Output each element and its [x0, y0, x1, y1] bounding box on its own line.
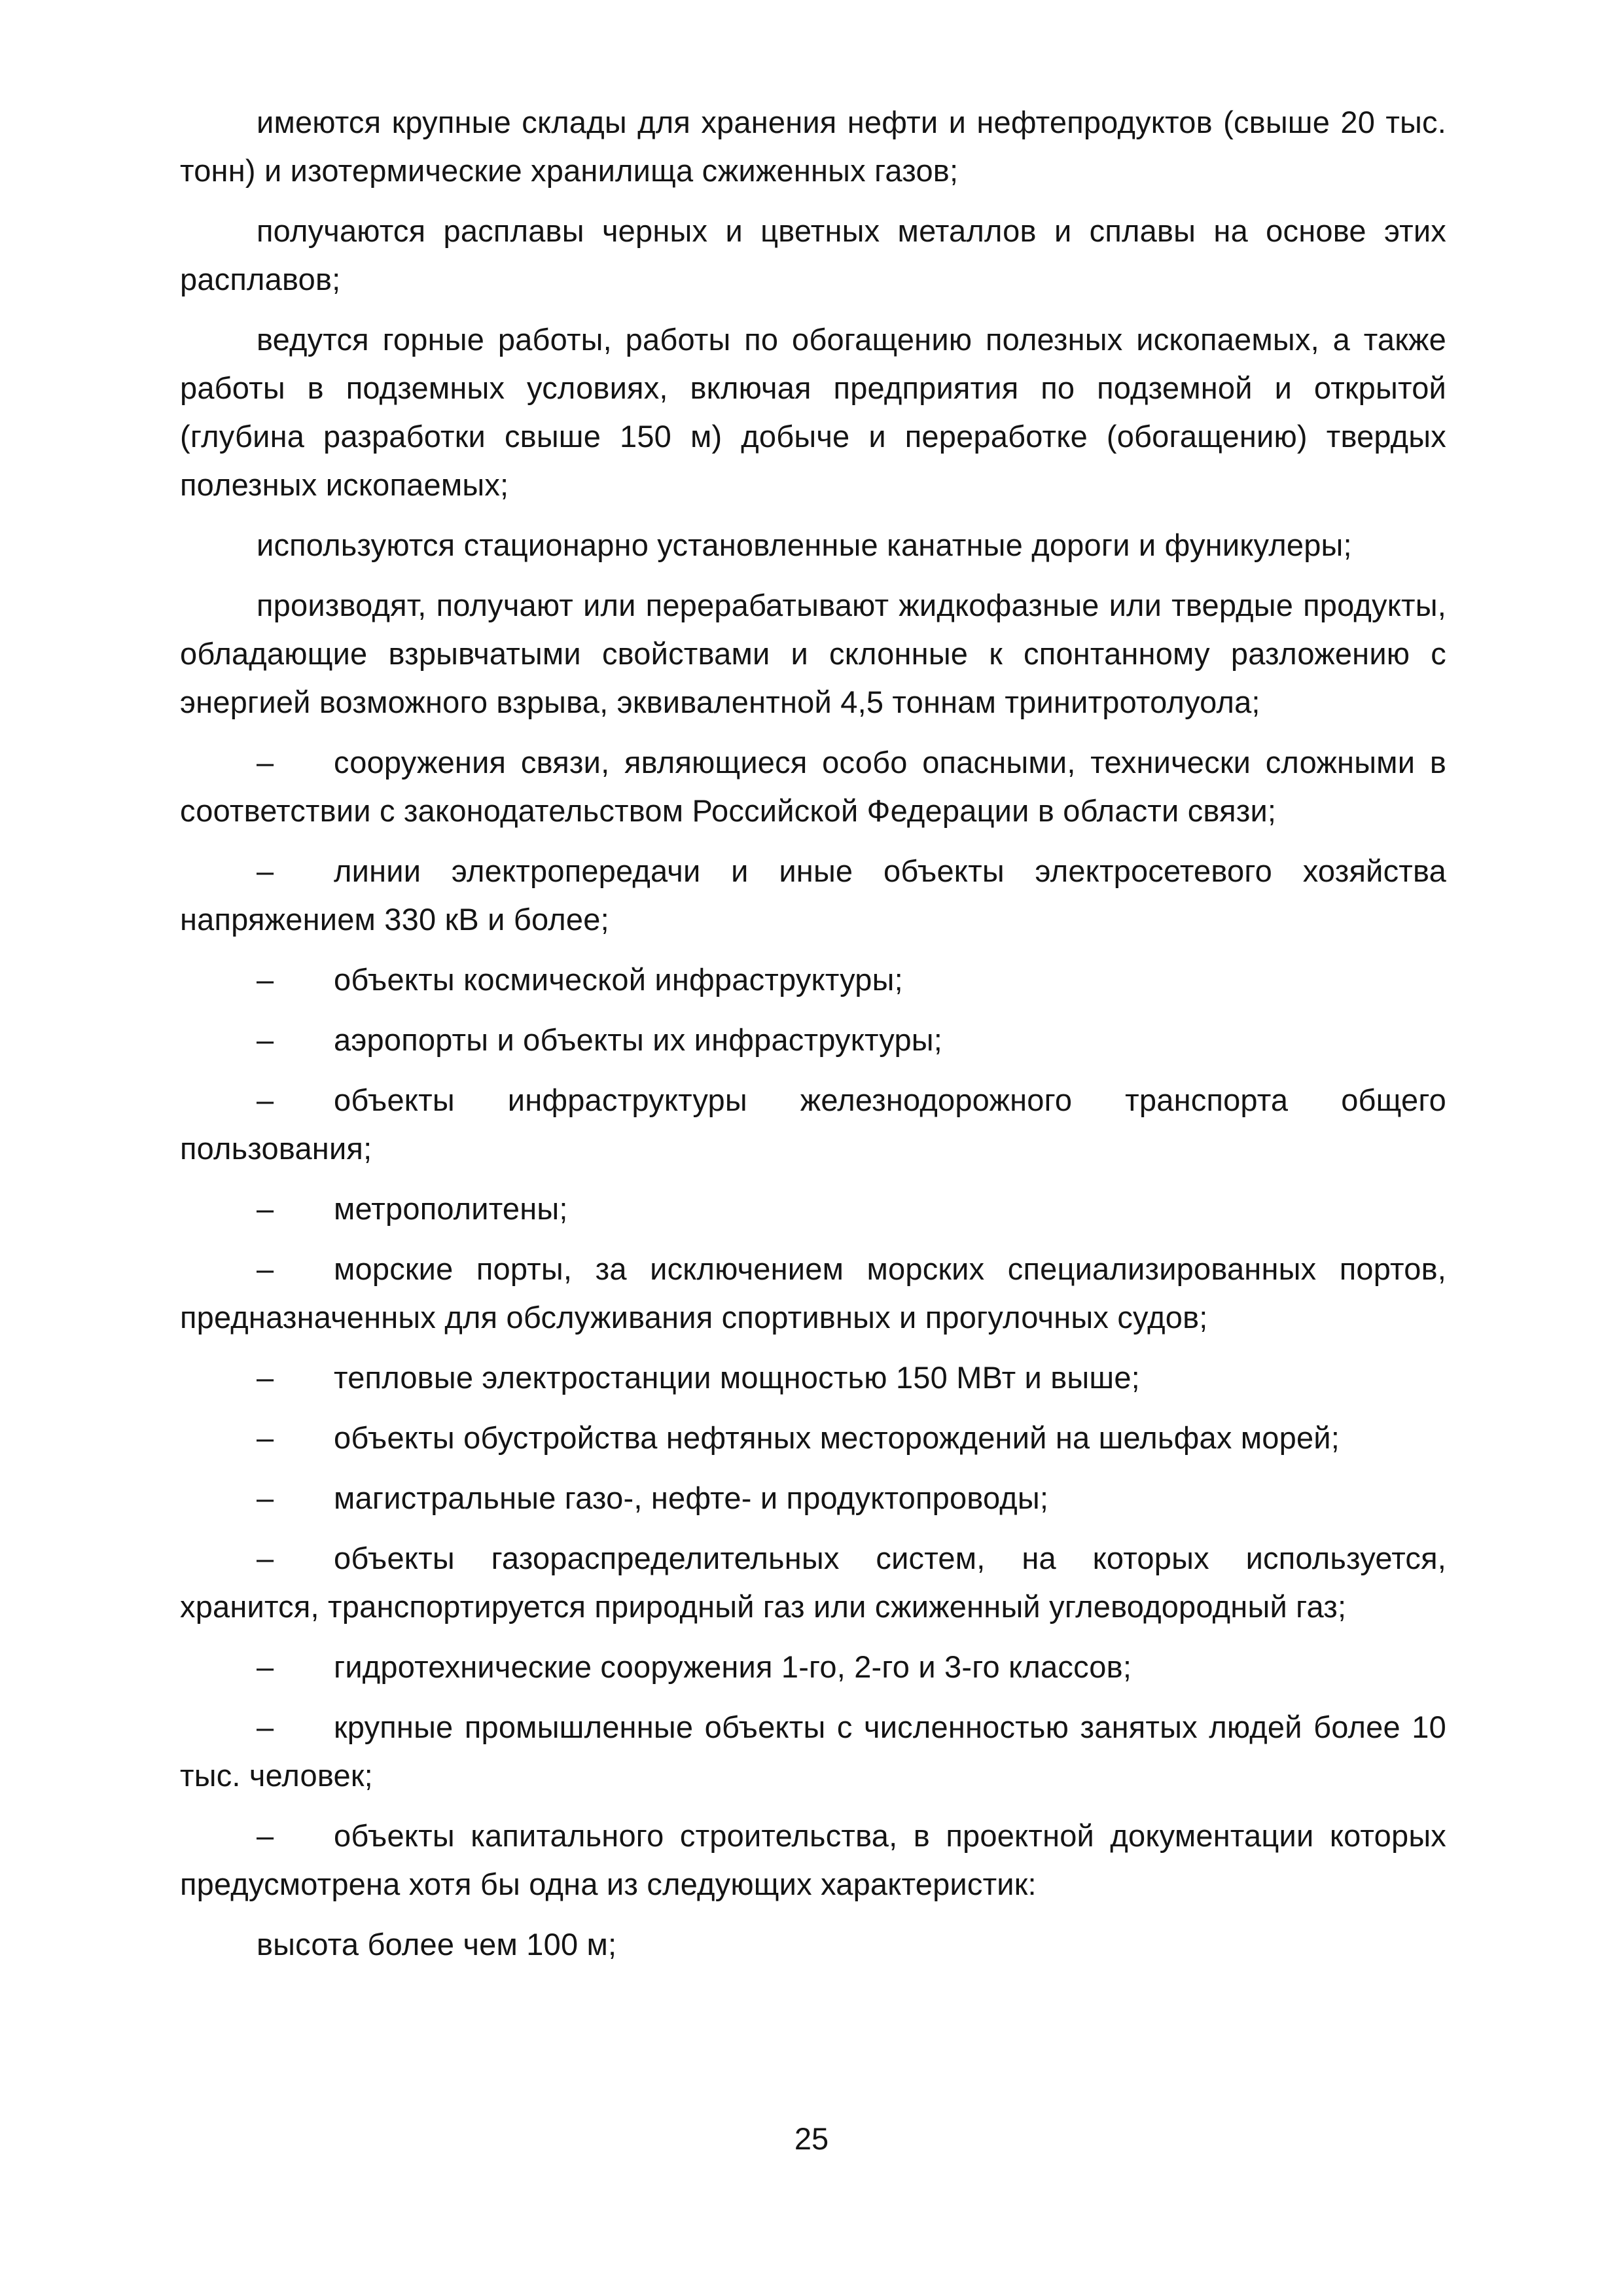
list-item-text: объекты капитального строительства, в проектной документации которых предусмотрена хотя бы одна из следующих характеристик:: [180, 1818, 1446, 1901]
list-item: [180, 1703, 1446, 1800]
bullet-dash: –: [257, 1541, 274, 1575]
list-item: [180, 1354, 1446, 1402]
bullet-dash: –: [257, 1360, 274, 1395]
bullet-dash: –: [257, 1649, 274, 1684]
list-item: [180, 738, 1446, 835]
list-item: [180, 1076, 1446, 1173]
list-item-text: сооружения связи, являющиеся особо опасными, технически сложными в соответствии с законодательством Российской Федерации в области связи;: [180, 745, 1446, 828]
list-item: [180, 1185, 1446, 1233]
page-number: 25: [794, 2121, 829, 2156]
bullet-dash: –: [257, 1480, 274, 1515]
bullet-dash: –: [257, 1710, 274, 1744]
list-item-text: аэропорты и объекты их инфраструктуры;: [334, 1022, 943, 1057]
paragraph: высота более чем 100 м;: [257, 1927, 617, 1962]
list-item: [180, 1016, 1446, 1064]
paragraph: имеются крупные склады для хранения нефти и нефтепродуктов (свыше 20 тыс. тонн) и изотермические хранилища сжиженных газов;: [180, 105, 1446, 188]
list-item-text: объекты инфраструктуры железнодорожного транспорта общего пользования;: [180, 1083, 1446, 1166]
paragraph: используются стационарно установленные канатные дороги и фуникулеры;: [257, 528, 1352, 562]
list-item-text: метрополитены;: [334, 1191, 568, 1226]
document-page: [180, 98, 1446, 1981]
list-item: [180, 956, 1446, 1004]
paragraph: получаются расплавы черных и цветных металлов и сплавы на основе этих расплавов;: [180, 213, 1446, 296]
list-item-text: крупные промышленные объекты с численностью занятых людей более 10 тыс. человек;: [180, 1710, 1446, 1793]
bullet-dash: –: [257, 745, 274, 780]
list-item: [180, 1245, 1446, 1342]
list-item-text: объекты космической инфраструктуры;: [334, 962, 903, 997]
bullet-dash: –: [257, 1420, 274, 1455]
list-item-text: морские порты, за исключением морских специализированных портов, предназначенных для обслуживания спортивных и прогулочных судов;: [180, 1251, 1446, 1335]
paragraph: ведутся горные работы, работы по обогащению полезных ископаемых, а также работы в подземных условиях, включая предприятия по подземной и открытой (глубина разработки свыше 150 м) добыче и переработке (обогащению) твердых полезных ископаемых;: [180, 322, 1446, 502]
list-item: [180, 1474, 1446, 1522]
list-item-text: гидротехнические сооружения 1-го, 2-го и 3-го классов;: [334, 1649, 1132, 1684]
bullet-dash: –: [257, 1191, 274, 1226]
list-item-text: объекты газораспределительных систем, на которых используется, хранится, транспортируется природный газ или сжиженный углеводородный газ;: [180, 1541, 1446, 1624]
list-item: [180, 1414, 1446, 1462]
bullet-dash: –: [257, 1022, 274, 1057]
list-item: [180, 1534, 1446, 1631]
bullet-dash: –: [257, 962, 274, 997]
list-item-text: объекты обустройства нефтяных месторождений на шельфах морей;: [334, 1420, 1340, 1455]
bullet-dash: –: [257, 1818, 274, 1853]
list-item-text: тепловые электростанции мощностью 150 МВт и выше;: [334, 1360, 1140, 1395]
bullet-dash: –: [257, 853, 274, 888]
list-item: [180, 1643, 1446, 1691]
list-item-text: магистральные газо-, нефте- и продуктопроводы;: [334, 1480, 1049, 1515]
list-item: [180, 1812, 1446, 1909]
list-item-text: линии электропередачи и иные объекты электросетевого хозяйства напряжением 330 кВ и более;: [180, 853, 1446, 937]
list-item: [180, 847, 1446, 944]
paragraph: производят, получают или перерабатывают жидкофазные или твердые продукты, обладающие взрывчатыми свойствами и склонные к спонтанному разложению с энергией возможного взрыва, эквивалентной 4,5 тоннам тринитротолуола;: [180, 588, 1446, 719]
bullet-dash: –: [257, 1083, 274, 1117]
bullet-dash: –: [257, 1251, 274, 1286]
